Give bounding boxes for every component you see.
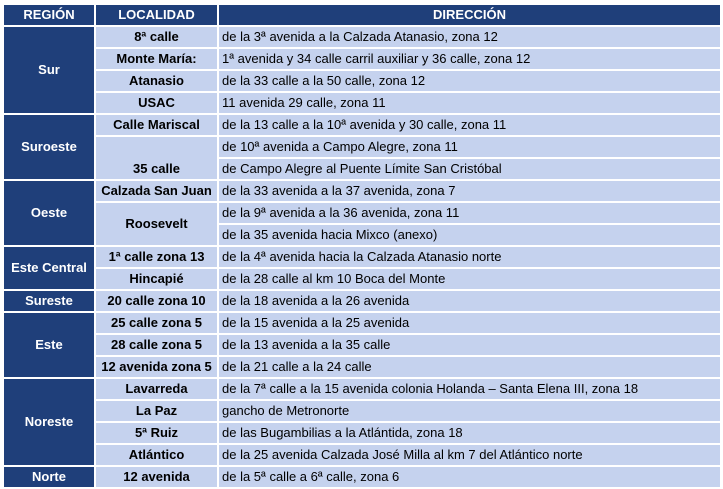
direction-cell: de la 7ª calle a la 15 avenida colonia Holanda – Santa Elena III, zona 18 [218,378,721,400]
direction-cell: de la 15 avenida a la 25 avenida [218,312,721,334]
locality-cell: 20 calle zona 10 [95,290,218,312]
region-cell: Noreste [3,378,95,466]
locality-cell: 35 calle [95,136,218,180]
table-row [3,290,721,312]
table-row [3,268,721,290]
table-row [3,312,721,334]
routes-table [2,3,722,489]
direction-cell: de la 25 avenida Calzada José Milla al km 7 del Atlántico norte [218,444,721,466]
table-row [3,356,721,378]
header-region: REGIÓN [3,4,95,26]
table-row [3,378,721,400]
direction-cell: de la 5ª calle a 6ª calle, zona 6 [218,466,721,488]
table-row [3,136,721,158]
table-row [3,444,721,466]
locality-cell: 5ª Ruiz [95,422,218,444]
table-row [3,466,721,488]
locality-cell: 8ª calle [95,26,218,48]
table-row [3,26,721,48]
locality-cell: 12 avenida zona 5 [95,356,218,378]
locality-cell: Roosevelt [95,202,218,246]
direction-cell: de la 21 calle a la 24 calle [218,356,721,378]
direction-cell: de la 13 calle a la 10ª avenida y 30 calle, zona 11 [218,114,721,136]
direction-cell: de la 18 avenida a la 26 avenida [218,290,721,312]
header-direction: DIRECCIÓN [218,4,721,26]
locality-cell: 28 calle zona 5 [95,334,218,356]
region-cell: Oeste [3,180,95,246]
table-row [3,202,721,224]
locality-cell: 25 calle zona 5 [95,312,218,334]
region-cell: Norte [3,466,95,488]
direction-cell: de la 35 avenida hacia Mixco (anexo) [218,224,721,246]
table-row [3,422,721,444]
region-cell: Sur [3,26,95,114]
locality-cell: 12 avenida [95,466,218,488]
table-row [3,48,721,70]
table-row [3,92,721,114]
direction-cell: de las Bugambilias a la Atlántida, zona 18 [218,422,721,444]
direction-cell: 11 avenida 29 calle, zona 11 [218,92,721,114]
locality-cell: Atlántico [95,444,218,466]
direction-cell: de Campo Alegre al Puente Límite San Cristóbal [218,158,721,180]
locality-cell: USAC [95,92,218,114]
direction-cell: de la 3ª avenida a la Calzada Atanasio, zona 12 [218,26,721,48]
direction-cell: gancho de Metronorte [218,400,721,422]
locality-cell: Lavarreda [95,378,218,400]
table-row [3,114,721,136]
table-row [3,70,721,92]
direction-cell: de la 9ª avenida a la 36 avenida, zona 11 [218,202,721,224]
locality-cell: Atanasio [95,70,218,92]
table-row [3,334,721,356]
region-cell: Suroeste [3,114,95,180]
locality-cell: Monte María: [95,48,218,70]
direction-cell: de la 28 calle al km 10 Boca del Monte [218,268,721,290]
locality-cell: Calle Mariscal [95,114,218,136]
region-cell: Este [3,312,95,378]
locality-cell: 1ª calle zona 13 [95,246,218,268]
locality-cell: Calzada San Juan [95,180,218,202]
direction-cell: de la 4ª avenida hacia la Calzada Atanasio norte [218,246,721,268]
region-cell: Este Central [3,246,95,290]
table-row [3,180,721,202]
locality-cell: Hincapié [95,268,218,290]
locality-cell: La Paz [95,400,218,422]
header-row [3,4,721,26]
region-cell: Sureste [3,290,95,312]
direction-cell: de la 33 calle a la 50 calle, zona 12 [218,70,721,92]
table-row [3,400,721,422]
direction-cell: de la 33 avenida a la 37 avenida, zona 7 [218,180,721,202]
direction-cell: de la 13 avenida a la 35 calle [218,334,721,356]
direction-cell: de 10ª avenida a Campo Alegre, zona 11 [218,136,721,158]
direction-cell: 1ª avenida y 34 calle carril auxiliar y 36 calle, zona 12 [218,48,721,70]
table-row [3,246,721,268]
header-locality: LOCALIDAD [95,4,218,26]
